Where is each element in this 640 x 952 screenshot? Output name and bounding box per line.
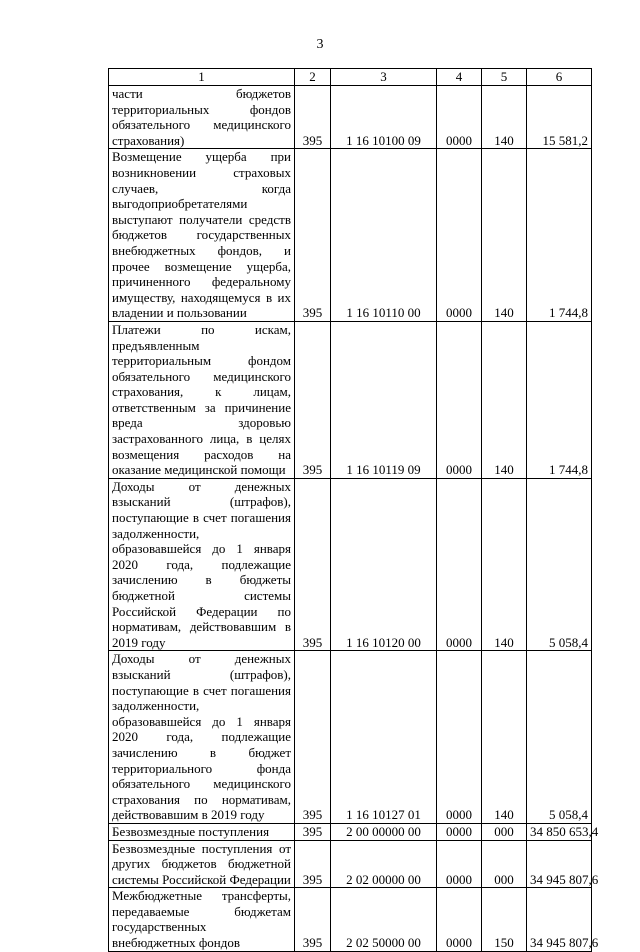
- table-header-row: [109, 69, 592, 86]
- row-name: Межбюджетные трансферты, передаваемые бюджетам государственных внебюджетных фондов: [109, 888, 295, 951]
- row-name: части бюджетов территориальных фондов обязательного медицинского страхования): [109, 86, 295, 149]
- row-admin-code: 395: [295, 86, 331, 149]
- column-header-2: 2: [295, 69, 331, 86]
- row-budget-classification-code: 1 16 10127 01: [331, 651, 437, 824]
- table-row: [109, 478, 592, 651]
- row-amount: 5 058,4: [527, 651, 592, 824]
- row-name: Безвозмездные поступления от других бюджетов бюджетной системы Российской Федерации: [109, 840, 295, 888]
- row-budget-classification-code: 1 16 10119 09: [331, 321, 437, 478]
- row-program-code: 0000: [437, 86, 482, 149]
- row-name: Платежи по искам, предъявленным территориальным фондом обязательного медицинского страхования, к лицам, ответственным за причинение вреда здоровью застрахованного лица, в целях возмещения расходов на оказание медицинской помощи: [109, 321, 295, 478]
- row-program-code: 0000: [437, 840, 482, 888]
- row-economic-code: 150: [482, 888, 527, 951]
- column-header-5: 5: [482, 69, 527, 86]
- table-row: [109, 840, 592, 888]
- table-row: [109, 888, 592, 951]
- row-economic-code: 140: [482, 86, 527, 149]
- row-amount: 1 744,8: [527, 321, 592, 478]
- row-admin-code: 395: [295, 149, 331, 322]
- row-budget-classification-code: 2 02 00000 00: [331, 840, 437, 888]
- row-economic-code: 140: [482, 149, 527, 322]
- row-admin-code: 395: [295, 888, 331, 951]
- row-admin-code: 395: [295, 823, 331, 840]
- row-admin-code: 395: [295, 840, 331, 888]
- row-budget-classification-code: 1 16 10100 09: [331, 86, 437, 149]
- table-row: [109, 321, 592, 478]
- row-amount: 15 581,2: [527, 86, 592, 149]
- row-amount: 34 850 653,4: [527, 823, 592, 840]
- row-economic-code: 140: [482, 651, 527, 824]
- column-header-6: 6: [527, 69, 592, 86]
- row-admin-code: 395: [295, 478, 331, 651]
- row-admin-code: 395: [295, 651, 331, 824]
- table-row: [109, 149, 592, 322]
- table-row: [109, 86, 592, 149]
- row-amount: 34 945 807,6: [527, 888, 592, 951]
- row-program-code: 0000: [437, 149, 482, 322]
- row-economic-code: 140: [482, 478, 527, 651]
- row-amount: 5 058,4: [527, 478, 592, 651]
- page-number: 3: [316, 37, 324, 52]
- row-program-code: 0000: [437, 321, 482, 478]
- row-budget-classification-code: 1 16 10110 00: [331, 149, 437, 322]
- row-program-code: 0000: [437, 823, 482, 840]
- row-name: Доходы от денежных взысканий (штрафов), поступающие в счет погашения задолженности, образовавшейся до 1 января 2020 года, подлежащие зачислению в бюджет территориального фонда обязательного медицинского страхования по нормативам, действовавшим в 2019 году: [109, 651, 295, 824]
- row-economic-code: 000: [482, 840, 527, 888]
- column-header-3: 3: [331, 69, 437, 86]
- row-name: Возмещение ущерба при возникновении страховых случаев, когда выгодоприобретателями выступают получатели средств бюджетов государственных внебюджетных фондов, и прочее возмещение ущерба, причиненного федеральному имуществу, находящемуся в их владении и пользовании: [109, 149, 295, 322]
- row-amount: 1 744,8: [527, 149, 592, 322]
- row-name: Безвозмездные поступления: [109, 823, 295, 840]
- budget-revenue-table: [108, 68, 599, 952]
- row-program-code: 0000: [437, 478, 482, 651]
- table-row: [109, 651, 592, 824]
- row-economic-code: 000: [482, 823, 527, 840]
- column-header-1: 1: [109, 69, 295, 86]
- row-economic-code: 140: [482, 321, 527, 478]
- row-admin-code: 395: [295, 321, 331, 478]
- row-budget-classification-code: 1 16 10120 00: [331, 478, 437, 651]
- row-program-code: 0000: [437, 888, 482, 951]
- column-header-4: 4: [437, 69, 482, 86]
- row-program-code: 0000: [437, 651, 482, 824]
- row-name: Доходы от денежных взысканий (штрафов), поступающие в счет погашения задолженности, образовавшейся до 1 января 2020 года, подлежащие зачислению в бюджеты бюджетной системы Российской Федерации по нормативам, действовавшим в 2019 году: [109, 478, 295, 651]
- row-budget-classification-code: 2 02 50000 00: [331, 888, 437, 951]
- row-budget-classification-code: 2 00 00000 00: [331, 823, 437, 840]
- row-amount: 34 945 807,6: [527, 840, 592, 888]
- table-row: [109, 823, 592, 840]
